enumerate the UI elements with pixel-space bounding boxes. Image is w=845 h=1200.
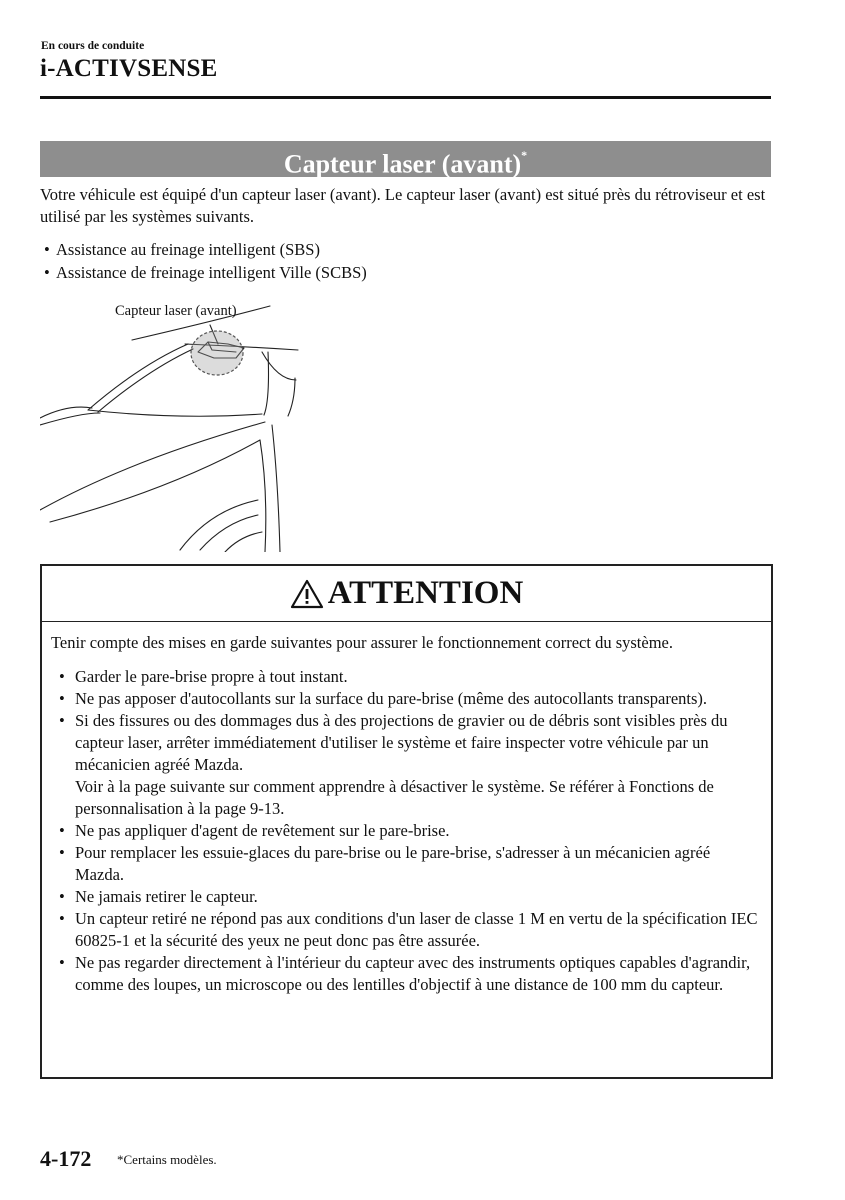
bullet-mark: •: [59, 843, 65, 862]
breadcrumb: En cours de conduite: [41, 40, 145, 52]
footnote: *Certains modèles.: [117, 1152, 217, 1167]
list-item: [51, 952, 763, 996]
sensor-highlight: [191, 331, 243, 375]
attention-box: [40, 564, 773, 1079]
laser-sensor-illustration: [40, 300, 300, 552]
attention-item-text: Ne pas appliquer d'agent de revêtement sur le pare-brise.: [75, 821, 450, 840]
attention-header: [42, 566, 771, 622]
attention-item-text: Ne jamais retirer le capteur.: [75, 887, 258, 906]
bullet-mark: •: [44, 263, 50, 282]
warning-triangle-icon: [290, 579, 324, 609]
list-item: [44, 238, 764, 261]
attention-item-text: Si des fissures ou des dommages dus à des projections de gravier ou de débris sont visibles près du capteur laser, arrêter immédiatement d'utiliser le système et faire inspecter votre véhicule par un mécanicien agréé Mazda.: [75, 711, 728, 774]
bullet-mark: •: [59, 821, 65, 840]
attention-list: [51, 666, 763, 996]
list-item: [51, 688, 763, 710]
list-item: [51, 886, 763, 908]
attention-item-text: Un capteur retiré ne répond pas aux conditions d'un laser de classe 1 M en vertu de la spécification IEC 60825-1 et la sécurité des yeux ne peut donc pas être assurée.: [75, 909, 758, 950]
section-title: Capteur laser (avant): [283, 149, 522, 179]
list-item: [51, 908, 763, 952]
attention-item-text: Pour remplacer les essuie-glaces du pare-brise ou le pare-brise, s'adresser à un mécanicien agréé Mazda.: [75, 843, 711, 884]
system-label: Assistance de freinage intelligent Ville (SCBS): [56, 263, 367, 282]
list-item: [51, 820, 763, 842]
list-item: [51, 666, 763, 688]
bullet-mark: •: [59, 953, 65, 972]
bullet-mark: •: [59, 689, 65, 708]
attention-body: [51, 632, 763, 996]
bullet-mark: •: [44, 240, 50, 259]
bullet-mark: •: [59, 909, 65, 928]
figure-callout-label: Capteur laser (avant): [115, 303, 237, 319]
section-intro: Votre véhicule est équipé d'un capteur laser (avant). Le capteur laser (avant) est situé près du rétroviseur et est utilisé par les systèmes suivants.: [40, 185, 766, 226]
page-number: 4-172: [40, 1146, 92, 1171]
attention-title: ATTENTION: [327, 575, 524, 611]
windshield-drawing: [40, 300, 300, 552]
chapter-title: i-ACTIVSENSE: [40, 55, 218, 82]
system-label: Assistance au freinage intelligent (SBS): [56, 240, 320, 259]
bullet-mark: •: [59, 711, 65, 730]
list-item: [44, 261, 764, 284]
attention-item-text: Ne pas regarder directement à l'intérieur du capteur avec des instruments optiques capables d'agrandir, comme des loupes, un microscope ou des lentilles d'objectif à une distance de 100 mm du capteur.: [75, 953, 751, 994]
bullet-mark: •: [59, 667, 65, 686]
list-item: [51, 710, 763, 820]
systems-list: [44, 238, 764, 284]
list-item: [51, 842, 763, 886]
section-title-footnote-mark: *: [521, 148, 528, 162]
attention-intro: Tenir compte des mises en garde suivantes pour assurer le fonctionnement correct du système.: [51, 633, 673, 652]
attention-item-text: Garder le pare-brise propre à tout instant.: [75, 667, 348, 686]
attention-item-note: Voir à la page suivante sur comment apprendre à désactiver le système. Se référer à Fonctions de personnalisation à la page 9-13.: [75, 777, 714, 818]
chapter-divider: [40, 96, 771, 99]
section-title-bar: [40, 141, 771, 177]
bullet-mark: •: [59, 887, 65, 906]
attention-item-text: Ne pas apposer d'autocollants sur la surface du pare-brise (même des autocollants transparents).: [75, 689, 708, 708]
